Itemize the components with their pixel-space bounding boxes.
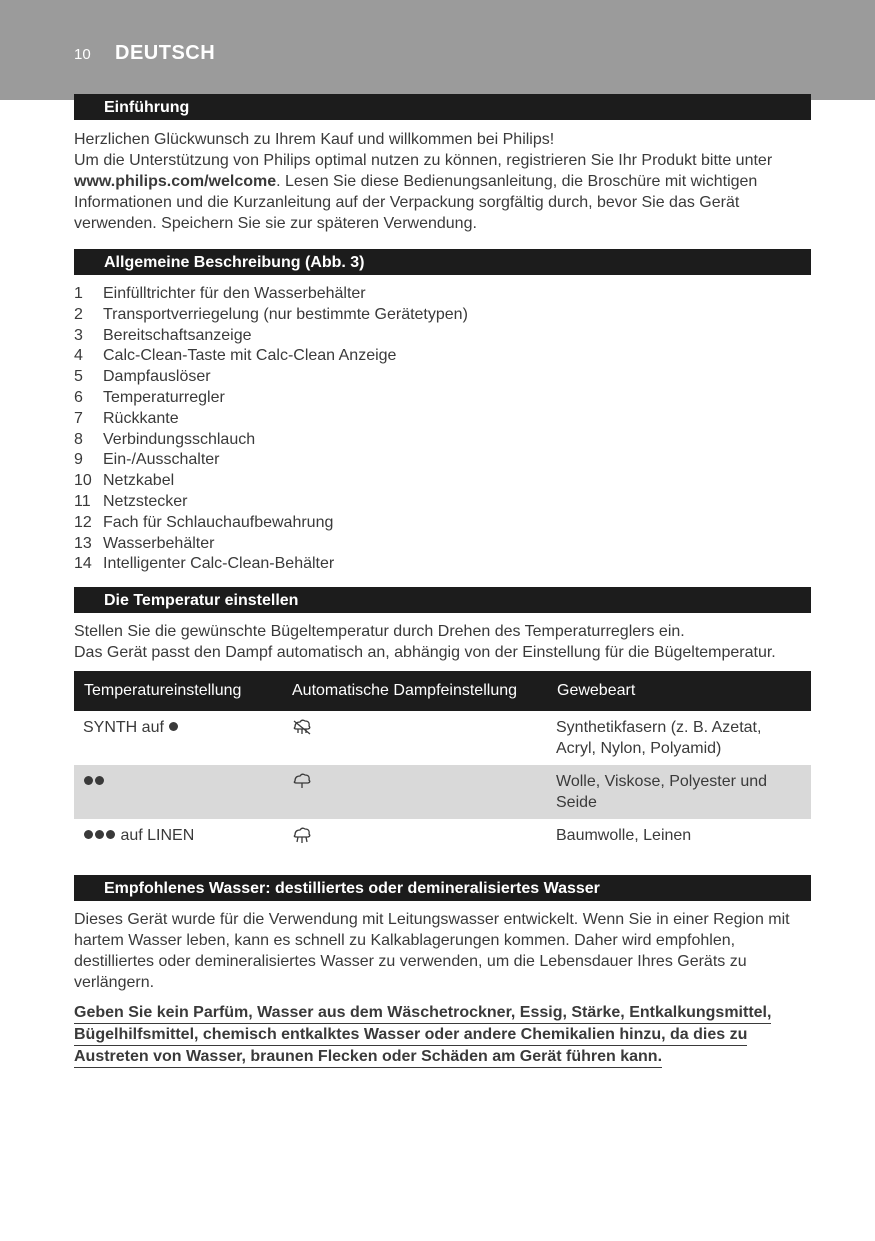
- list-item-number: 2: [74, 305, 83, 323]
- list-item: [74, 367, 811, 388]
- list-item: [74, 554, 811, 575]
- temperature-dot-icon: [84, 830, 93, 839]
- list-item: [74, 409, 811, 430]
- col-header-setting: Temperatureinstellung: [74, 671, 282, 711]
- list-item-text: Calc-Clean-Taste mit Calc-Clean Anzeige: [103, 347, 397, 365]
- list-item: [74, 305, 811, 326]
- language-title: DEUTSCH: [115, 42, 216, 64]
- list-item: [74, 534, 811, 555]
- table-row: [74, 819, 811, 870]
- table-row: [74, 765, 811, 819]
- warning-line: Austreten von Wasser, braunen Flecken oder Schäden am Gerät führen kann.: [74, 1046, 662, 1068]
- list-item-number: 8: [74, 430, 83, 448]
- list-item-number: 13: [74, 534, 92, 552]
- col-header-steam: Automatische Dampfeinstellung: [282, 671, 547, 711]
- list-item-text: Verbindungsschlauch: [103, 430, 256, 448]
- temperature-dot-icon: [84, 776, 93, 785]
- warning-line: Bügelhilfsmittel, chemisch entkalktes Wasser oder andere Chemikalien hinzu, da dies zu: [74, 1024, 747, 1046]
- fabric-cell: Synthetikfasern (z. B. Azetat, Acryl, Nylon, Polyamid): [556, 719, 762, 758]
- intro-line-2-post: . Lesen Sie diese Bedienungsanleitung, die Broschüre mit wichtigen Informationen und die Kurzanleitung auf der Verpackung sorgfältig durch, bevor Sie das Gerät verwenden. Speichern Sie sie zur späteren Verwendung.: [74, 173, 758, 232]
- steam-off-icon: [291, 719, 539, 741]
- page-number: 10: [74, 46, 91, 63]
- list-item-number: 1: [74, 285, 83, 302]
- temperature-dot-icon: [169, 722, 178, 731]
- list-item: [74, 346, 811, 367]
- list-item-text: Bereitschaftsanzeige: [103, 326, 252, 344]
- steam-cell: [282, 765, 547, 819]
- steam-high-icon: [291, 827, 539, 851]
- list-item: [74, 492, 811, 513]
- temperature-table: [74, 671, 811, 870]
- table-header-row: [74, 671, 811, 711]
- list-item: [74, 430, 811, 451]
- water-paragraph: Dieses Gerät wurde für die Verwendung mit Leitungswasser entwickelt. Wenn Sie in einer Region mit hartem Wasser leben, kann es schnell zu Kalkablagerungen kommen. Daher wird empfohlen, destilliertes oder demineralisiertes Wasser zu verwenden, um die Lebensdauer Ihres Geräts zu verlängern.: [74, 911, 790, 992]
- list-item-number: 12: [74, 513, 92, 531]
- col-header-fabric: Gewebeart: [547, 671, 811, 711]
- section-heading-intro: Einführung: [74, 94, 811, 120]
- list-item-number: 6: [74, 388, 83, 406]
- list-item: [74, 388, 811, 409]
- list-item-text: Einfülltrichter für den Wasserbehälter: [103, 285, 366, 302]
- list-item-text: Dampfauslöser: [103, 368, 211, 386]
- temperature-line-2: Das Gerät passt den Dampf automatisch an, abhängig von der Einstellung für die Bügeltemperatur.: [74, 644, 776, 662]
- steam-low-icon: [291, 773, 539, 795]
- section-heading-temperature: Die Temperatur einstellen: [74, 587, 811, 613]
- list-item-text: Ein-/Ausschalter: [103, 451, 220, 469]
- list-item: [74, 450, 811, 471]
- intro-line-1: Herzlichen Glückwunsch zu Ihrem Kauf und willkommen bei Philips!: [74, 131, 555, 148]
- list-item-text: Intelligenter Calc-Clean-Behälter: [103, 555, 335, 573]
- list-item-text: Fach für Schlauchaufbewahrung: [103, 513, 334, 531]
- list-item-number: 3: [74, 326, 83, 344]
- fabric-cell: Wolle, Viskose, Polyester und Seide: [547, 765, 811, 819]
- list-item-number: 5: [74, 368, 83, 386]
- temperature-dot-icon: [95, 776, 104, 785]
- water-warning: [74, 1002, 811, 1068]
- temperature-dot-icon: [106, 830, 115, 839]
- temperature-line-1: Stellen Sie die gewünschte Bügeltemperatur durch Drehen des Temperaturreglers ein.: [74, 623, 685, 641]
- list-item-number: 10: [74, 472, 92, 490]
- intro-line-2-pre: Um die Unterstützung von Philips optimal nutzen zu können, registrieren Sie Ihr Produkt bitte unter: [74, 152, 773, 169]
- setting-suffix: auf LINEN: [120, 827, 195, 845]
- temperature-paragraph: [74, 621, 811, 663]
- setting-cell: [74, 711, 282, 765]
- page-content: [74, 94, 811, 1068]
- list-item: [74, 326, 811, 347]
- table-row: [74, 711, 811, 765]
- list-item-number: 9: [74, 451, 83, 469]
- list-item-text: Transportverriegelung (nur bestimmte Gerätetypen): [103, 305, 468, 323]
- list-item: [74, 284, 811, 305]
- list-item-text: Netzstecker: [103, 492, 188, 510]
- list-item-number: 7: [74, 409, 83, 427]
- welcome-link[interactable]: www.philips.com/welcome: [74, 173, 277, 190]
- steam-cell: [282, 711, 547, 765]
- section-heading-water: Empfohlenes Wasser: destilliertes oder demineralisiertes Wasser: [74, 875, 811, 901]
- intro-paragraph: [74, 129, 811, 234]
- warning-line: Geben Sie kein Parfüm, Wasser aus dem Wäschetrockner, Essig, Stärke, Entkalkungsmittel,: [74, 1002, 771, 1024]
- list-item-number: 4: [74, 347, 83, 365]
- setting-cell: [74, 765, 282, 819]
- list-item: [74, 471, 811, 492]
- list-item-text: Temperaturregler: [103, 388, 225, 406]
- list-item: [74, 513, 811, 534]
- list-item-number: 11: [74, 492, 91, 510]
- description-list: [74, 284, 811, 575]
- fabric-cell: Baumwolle, Leinen: [556, 827, 692, 845]
- list-item-text: Netzkabel: [103, 472, 175, 490]
- list-item-text: Rückkante: [103, 409, 179, 427]
- list-item-number: 14: [74, 555, 92, 573]
- temperature-dot-icon: [95, 830, 104, 839]
- section-heading-description: Allgemeine Beschreibung (Abb. 3): [74, 249, 811, 275]
- setting-cell: [74, 819, 282, 870]
- list-item-text: Wasserbehälter: [103, 534, 215, 552]
- steam-cell: [282, 819, 547, 870]
- setting-prefix: SYNTH auf: [83, 719, 164, 737]
